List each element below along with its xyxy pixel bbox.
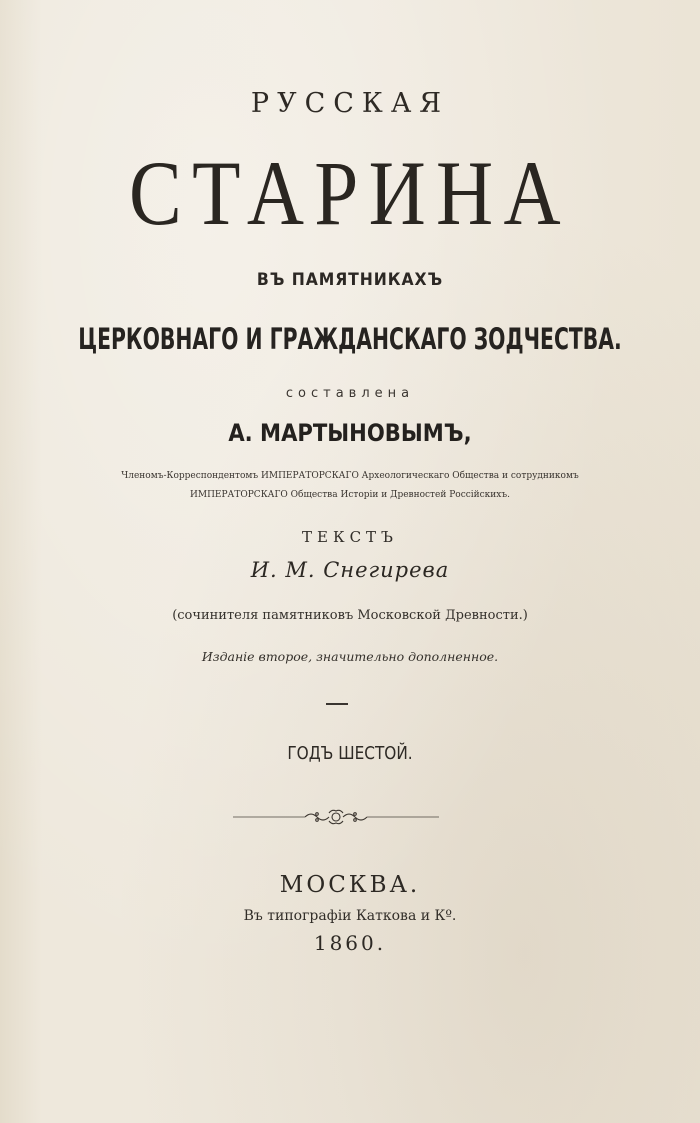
subtitle-line-2: ЦЕРКОВНАГО И ГРАЖДАНСКАГО ЗОДЧЕСТВА. (78, 322, 622, 356)
year-label: ГОДЪ ШЕСТОЙ. (287, 743, 413, 764)
short-rule-divider (326, 703, 348, 705)
title-line-1: РУССКАЯ (250, 88, 450, 119)
text-author: И. М. Снегирева (250, 558, 450, 582)
ornament-divider-icon (233, 807, 439, 827)
printer-line: Въ типографіи Каткова и Кº. (243, 908, 457, 924)
edition-note: Изданіе второе, значительно дополненное. (201, 649, 499, 664)
text-author-credentials: (сочинителя памятниковъ Московской Древности.) (172, 608, 528, 623)
compiler-credentials-line-1: Членомъ-Корреспондентомъ ИМПЕРАТОРСКАГО Археологическаго Общества и сотрудникомъ (121, 471, 579, 481)
compiler-name: А. МАРТЫНОВЫМЪ, (228, 419, 472, 447)
compiler-credentials-line-2: ИМПЕРАТОРСКАГО Общества Исторіи и Древностей Россійскихъ. (190, 490, 510, 500)
compiled-by-label: составлена (285, 386, 415, 401)
publication-year: 1860. (313, 931, 387, 955)
title-line-2: СТАРИНА (129, 142, 571, 244)
subtitle-line-1: ВЪ ПАМЯТНИКАХЪ (256, 270, 444, 290)
text-label: ТЕКСТЪ (302, 528, 398, 546)
publication-city: МОСКВА. (279, 872, 421, 898)
